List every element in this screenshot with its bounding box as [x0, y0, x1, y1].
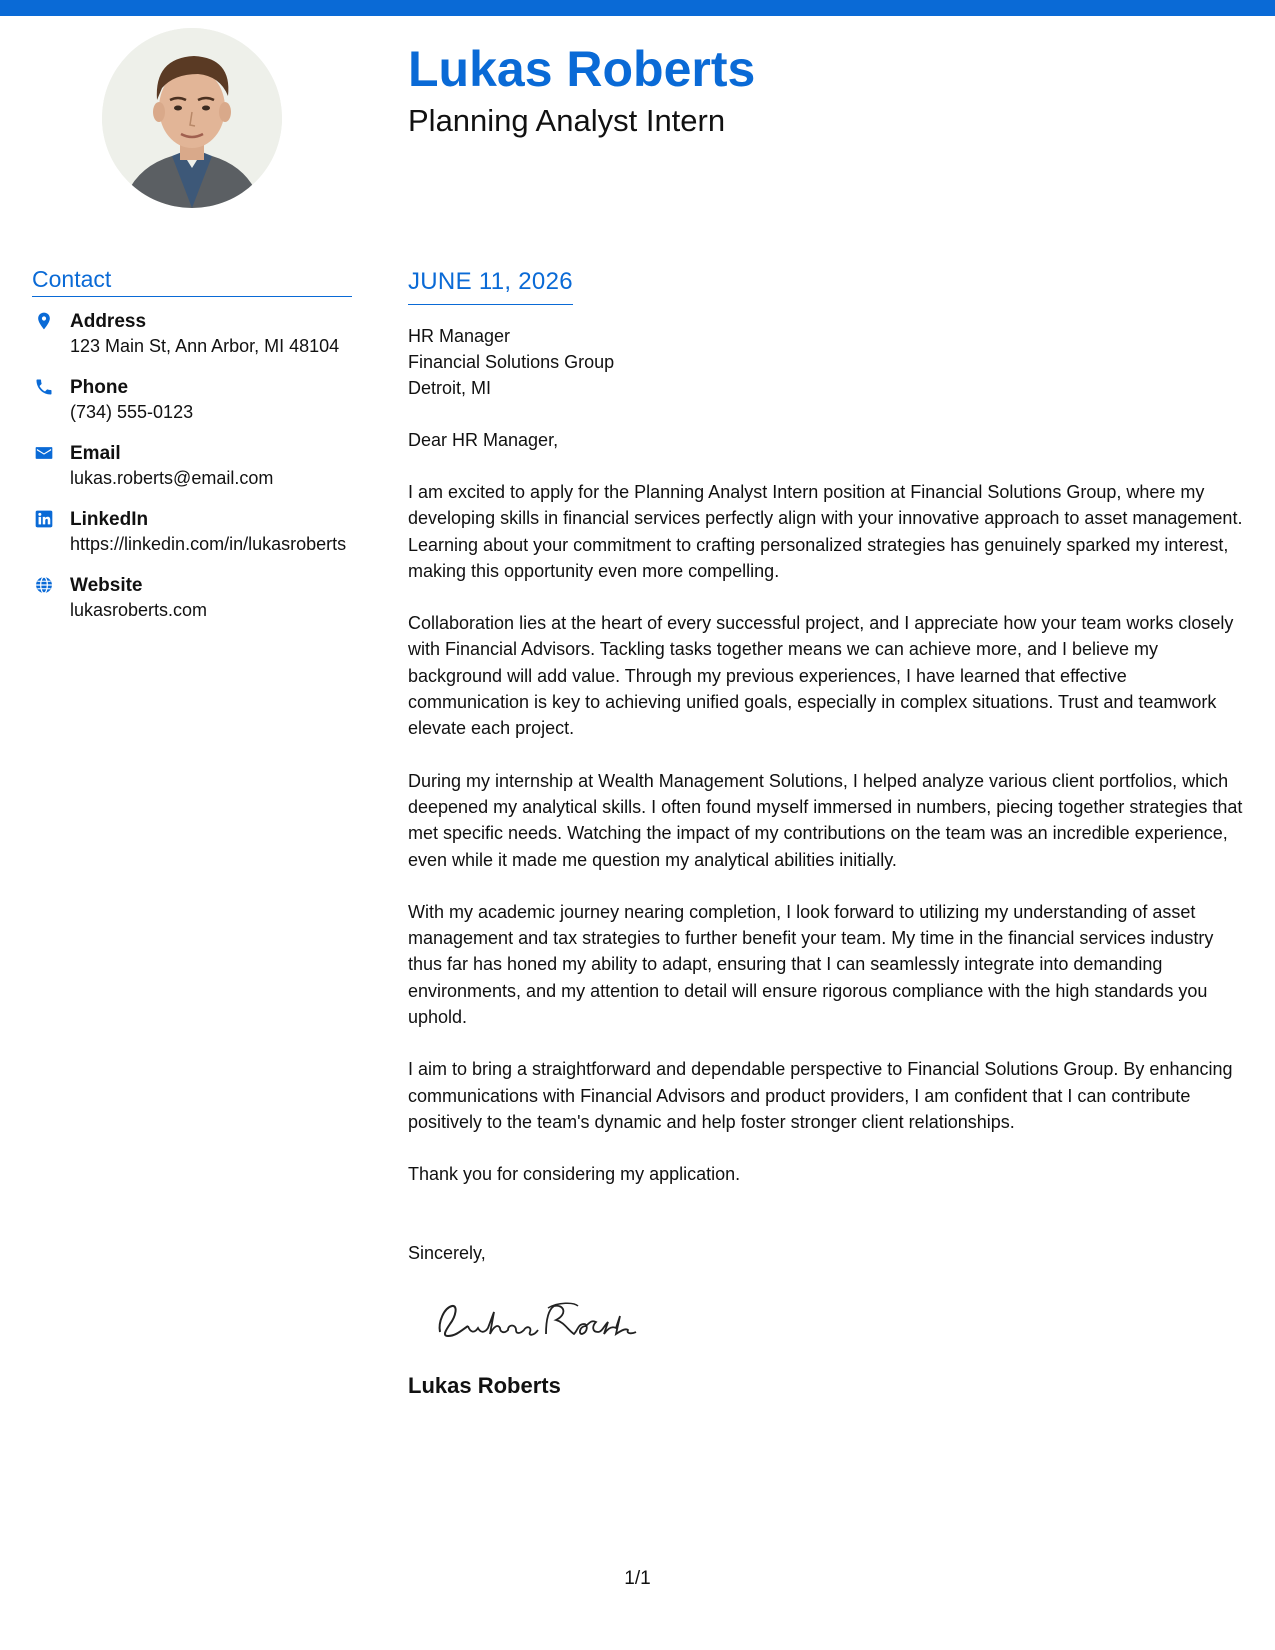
- contact-value[interactable]: https://linkedin.com/in/lukasroberts: [70, 534, 347, 554]
- page-number: 1/1: [624, 1568, 651, 1589]
- contact-label: Email: [70, 443, 121, 464]
- greeting: Dear HR Manager,: [408, 430, 559, 450]
- paragraph: Thank you for considering my application.: [408, 1164, 741, 1185]
- envelope-icon: [34, 443, 54, 463]
- recipient-line: HR Manager: [408, 326, 511, 346]
- contact-label: Address: [70, 311, 147, 332]
- top-accent-bar: [0, 0, 1275, 16]
- contact-label: Phone: [70, 377, 129, 398]
- candidate-name: Lukas Roberts: [408, 41, 756, 97]
- letter-body: [408, 268, 1243, 1399]
- contact-address: [32, 309, 352, 359]
- contact-linkedin: [32, 507, 352, 557]
- contact-value[interactable]: lukas.roberts@email.com: [70, 468, 274, 488]
- contact-label: LinkedIn: [70, 509, 149, 530]
- paragraph: During my internship at Wealth Management Solutions, I helped analyze various client portfolios, which deepened my analytical skills. I often found myself immersed in numbers, piecing together strategies that met specific needs. Watching the impact of my contributions on the team was an incredible experience, even while it made me question my analytical abilities initially.: [408, 770, 1243, 870]
- contact-phone: [32, 375, 352, 425]
- contact-value[interactable]: (734) 555-0123: [70, 402, 194, 422]
- closing: Sincerely,: [408, 1242, 486, 1263]
- contact-sidebar: [32, 266, 352, 639]
- contact-value: 123 Main St, Ann Arbor, MI 48104: [70, 336, 340, 356]
- signature-image: [428, 1292, 658, 1348]
- phone-icon: [34, 377, 54, 397]
- paragraph: With my academic journey nearing completion, I look forward to utilizing my understanding of asset management and tax strategies to further benefit your team. My time in the financial services industry thus far has honed my ability to adapt, ensuring that I can seamlessly integrate into demanding environments, and my attention to detail will ensure rigorous compliance with the high standards you uphold.: [408, 901, 1214, 1028]
- recipient-line: Detroit, MI: [408, 378, 492, 398]
- profile-photo: [102, 28, 282, 208]
- globe-icon: [34, 575, 54, 595]
- contact-website: [32, 573, 352, 623]
- contact-label: Website: [70, 575, 143, 596]
- signer-name: Lukas Roberts: [408, 1372, 561, 1398]
- letter-date: JUNE 11, 2026: [408, 268, 573, 305]
- contact-value[interactable]: lukasroberts.com: [70, 600, 208, 620]
- contact-heading: Contact: [32, 266, 352, 297]
- paragraph: Collaboration lies at the heart of every successful project, and I appreciate how your team works closely with Financial Advisors. Tackling tasks together means we can achieve more, and I believe my background will add value. Through my previous experiences, I have learned that effective communication is key to achieving unified goals, especially in complex situations. Trust and teamwork elevate each project.: [408, 613, 1234, 739]
- recipient-line: Financial Solutions Group: [408, 352, 615, 372]
- contact-email: [32, 441, 352, 491]
- candidate-role: Planning Analyst Intern: [408, 103, 726, 138]
- linkedin-icon: [34, 509, 54, 529]
- map-pin-icon: [34, 311, 54, 331]
- paragraph: I aim to bring a straightforward and dependable perspective to Financial Solutions Group. By enhancing communications with Financial Advisors and product providers, I am confident that I can contribute positively to the team's dynamic and help foster stronger client relationships.: [408, 1059, 1233, 1132]
- recipient-block: [408, 323, 1243, 401]
- paragraph: I am excited to apply for the Planning Analyst Intern position at Financial Solutions Group, where my developing skills in financial services perfectly align with your innovative approach to asset management. Learning about your commitment to crafting personalized strategies has genuinely sparked my interest, making this opportunity even more compelling.: [408, 482, 1243, 581]
